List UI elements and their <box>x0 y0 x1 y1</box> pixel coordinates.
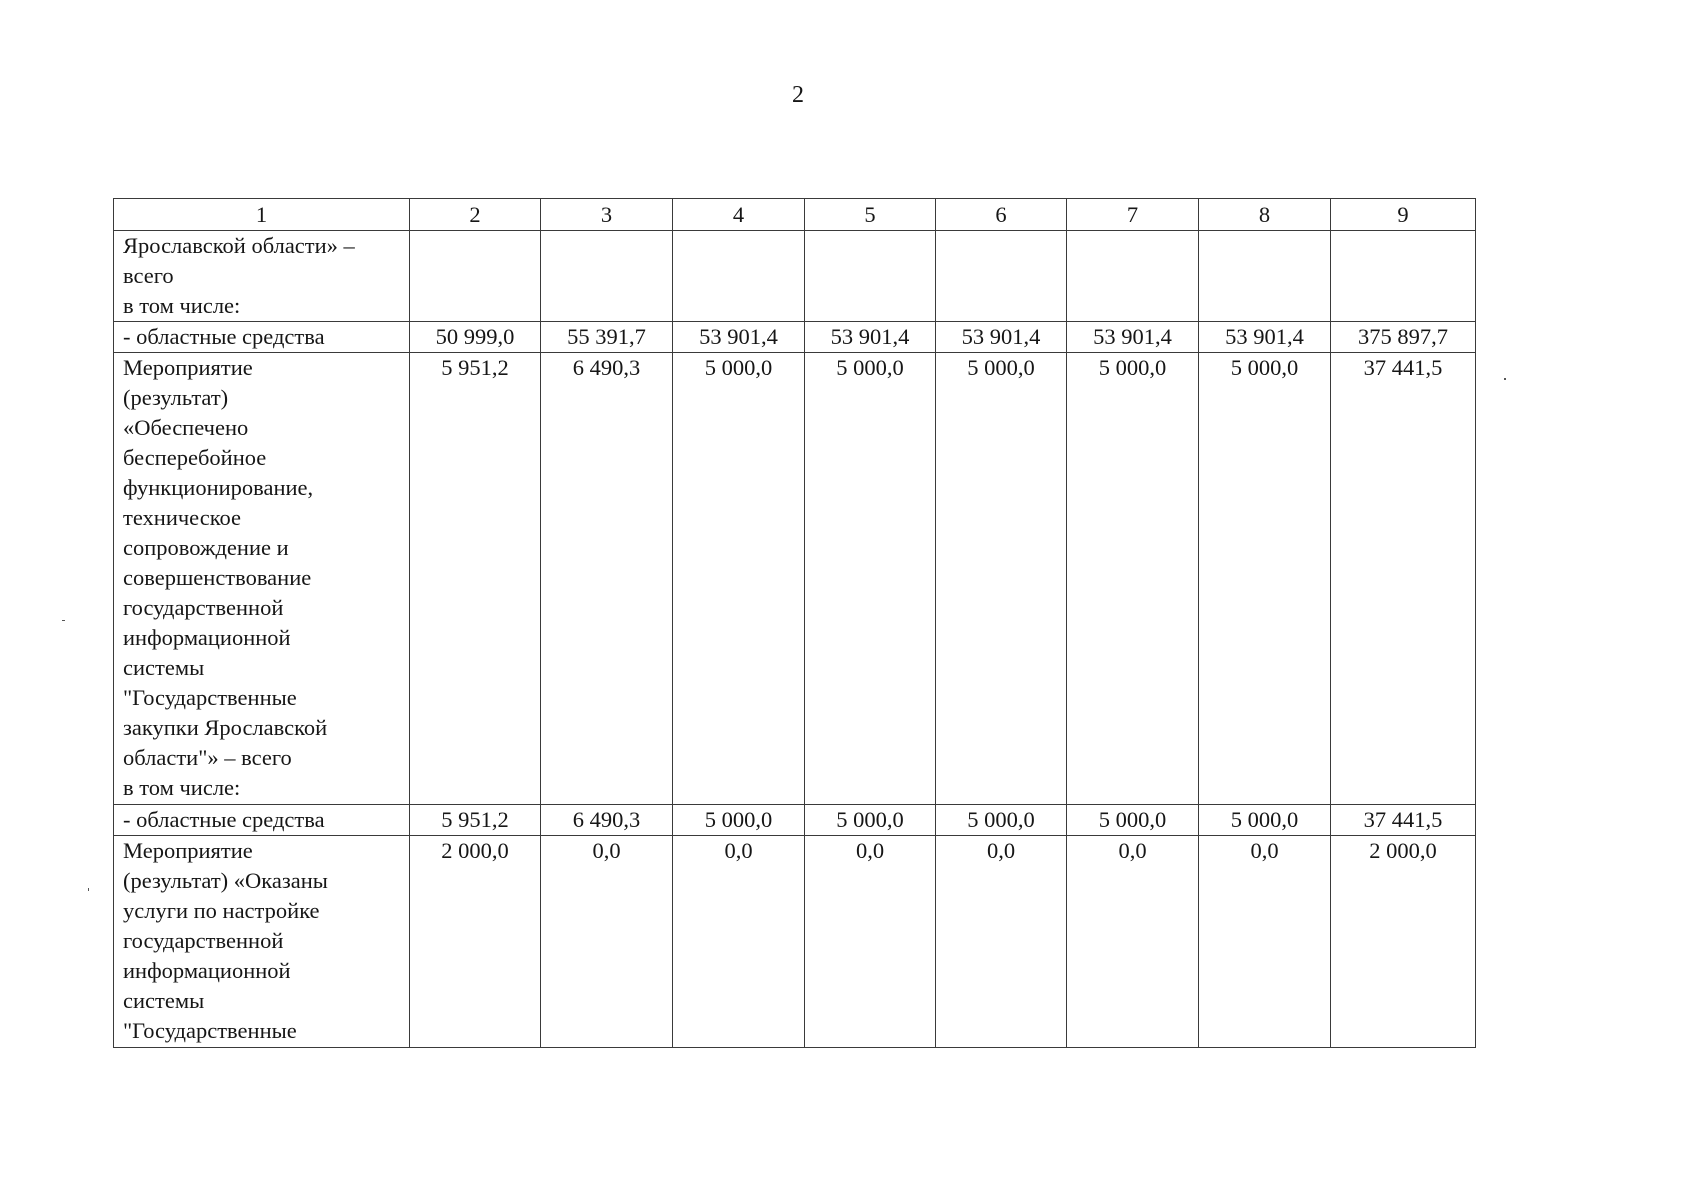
value-cell: 5 000,0 <box>1199 805 1331 836</box>
scan-speck <box>1504 378 1506 380</box>
table-row <box>114 836 1476 1048</box>
value-cell: 375 897,7 <box>1331 322 1476 353</box>
row-label-cell <box>114 836 410 1048</box>
row-label-line: "Государственные <box>123 685 297 710</box>
row-label-line: всего <box>123 263 174 288</box>
value-cell: 0,0 <box>805 836 936 1048</box>
value-cell <box>1067 231 1199 322</box>
value-cell: 5 000,0 <box>936 805 1067 836</box>
table-row <box>114 322 1476 353</box>
column-header: 6 <box>936 199 1067 231</box>
row-label-line: услуги по настройке <box>123 898 320 923</box>
row-label-line: «Обеспечено <box>123 415 249 440</box>
value-cell: 5 000,0 <box>673 353 805 805</box>
row-label-line: в том числе: <box>123 775 241 800</box>
value-cell: 2 000,0 <box>1331 836 1476 1048</box>
value-cell <box>805 231 936 322</box>
row-label-line: закупки Ярославской <box>123 715 328 740</box>
value-cell: 53 901,4 <box>673 322 805 353</box>
value-cell: 5 951,2 <box>410 805 541 836</box>
value-cell: 55 391,7 <box>541 322 673 353</box>
row-label-cell <box>114 353 410 805</box>
row-label-line: Мероприятие <box>123 355 253 380</box>
value-cell: 53 901,4 <box>1067 322 1199 353</box>
row-label-line: - областные средства <box>123 807 325 832</box>
value-cell: 5 000,0 <box>1067 353 1199 805</box>
value-cell <box>1331 231 1476 322</box>
row-label-line: информационной <box>123 958 291 983</box>
row-label-line: "Государственные <box>123 1018 297 1043</box>
row-label-line: сопровождение и <box>123 535 289 560</box>
value-cell <box>541 231 673 322</box>
row-label-line: бесперебойное <box>123 445 267 470</box>
value-cell: 5 000,0 <box>1199 353 1331 805</box>
row-label-cell <box>114 805 410 836</box>
value-cell: 0,0 <box>1199 836 1331 1048</box>
row-label-line: совершенствование <box>123 565 312 590</box>
column-header: 2 <box>410 199 541 231</box>
value-cell <box>410 231 541 322</box>
row-label-line: (результат) «Оказаны <box>123 868 328 893</box>
row-label-line: государственной <box>123 595 284 620</box>
value-cell: 5 951,2 <box>410 353 541 805</box>
value-cell: 0,0 <box>1067 836 1199 1048</box>
row-label-line: - областные средства <box>123 324 325 349</box>
page-number: 2 <box>792 82 804 108</box>
budget-table <box>113 198 1476 1048</box>
table-header-row <box>114 199 1476 231</box>
row-label-line: системы <box>123 988 205 1013</box>
value-cell: 5 000,0 <box>936 353 1067 805</box>
column-header: 8 <box>1199 199 1331 231</box>
row-label-line: (результат) <box>123 385 229 410</box>
row-label-line: государственной <box>123 928 284 953</box>
value-cell: 0,0 <box>673 836 805 1048</box>
column-header: 7 <box>1067 199 1199 231</box>
value-cell: 50 999,0 <box>410 322 541 353</box>
value-cell: 0,0 <box>936 836 1067 1048</box>
row-label-line: Мероприятие <box>123 838 253 863</box>
row-label-cell <box>114 231 410 322</box>
column-header: 5 <box>805 199 936 231</box>
column-header: 1 <box>114 199 410 231</box>
value-cell <box>1199 231 1331 322</box>
value-cell: 5 000,0 <box>805 805 936 836</box>
value-cell: 53 901,4 <box>936 322 1067 353</box>
value-cell <box>673 231 805 322</box>
scan-speck <box>62 620 65 621</box>
column-header: 9 <box>1331 199 1476 231</box>
value-cell: 0,0 <box>541 836 673 1048</box>
row-label-line: функционирование, <box>123 475 314 500</box>
value-cell: 6 490,3 <box>541 353 673 805</box>
value-cell: 5 000,0 <box>1067 805 1199 836</box>
row-label-line: области"» – всего <box>123 745 292 770</box>
value-cell: 5 000,0 <box>805 353 936 805</box>
value-cell: 6 490,3 <box>541 805 673 836</box>
row-label-line: техническое <box>123 505 242 530</box>
row-label-line: системы <box>123 655 205 680</box>
value-cell: 5 000,0 <box>673 805 805 836</box>
value-cell <box>936 231 1067 322</box>
table-row <box>114 353 1476 805</box>
scan-speck <box>88 888 89 891</box>
value-cell: 37 441,5 <box>1331 353 1476 805</box>
row-label-line: информационной <box>123 625 291 650</box>
value-cell: 53 901,4 <box>1199 322 1331 353</box>
row-label-line: в том числе: <box>123 293 241 318</box>
column-header: 3 <box>541 199 673 231</box>
value-cell: 2 000,0 <box>410 836 541 1048</box>
column-header: 4 <box>673 199 805 231</box>
value-cell: 37 441,5 <box>1331 805 1476 836</box>
row-label-cell <box>114 322 410 353</box>
table-row <box>114 231 1476 322</box>
value-cell: 53 901,4 <box>805 322 936 353</box>
row-label-line: Ярославской области» – <box>123 233 355 258</box>
table-row <box>114 805 1476 836</box>
